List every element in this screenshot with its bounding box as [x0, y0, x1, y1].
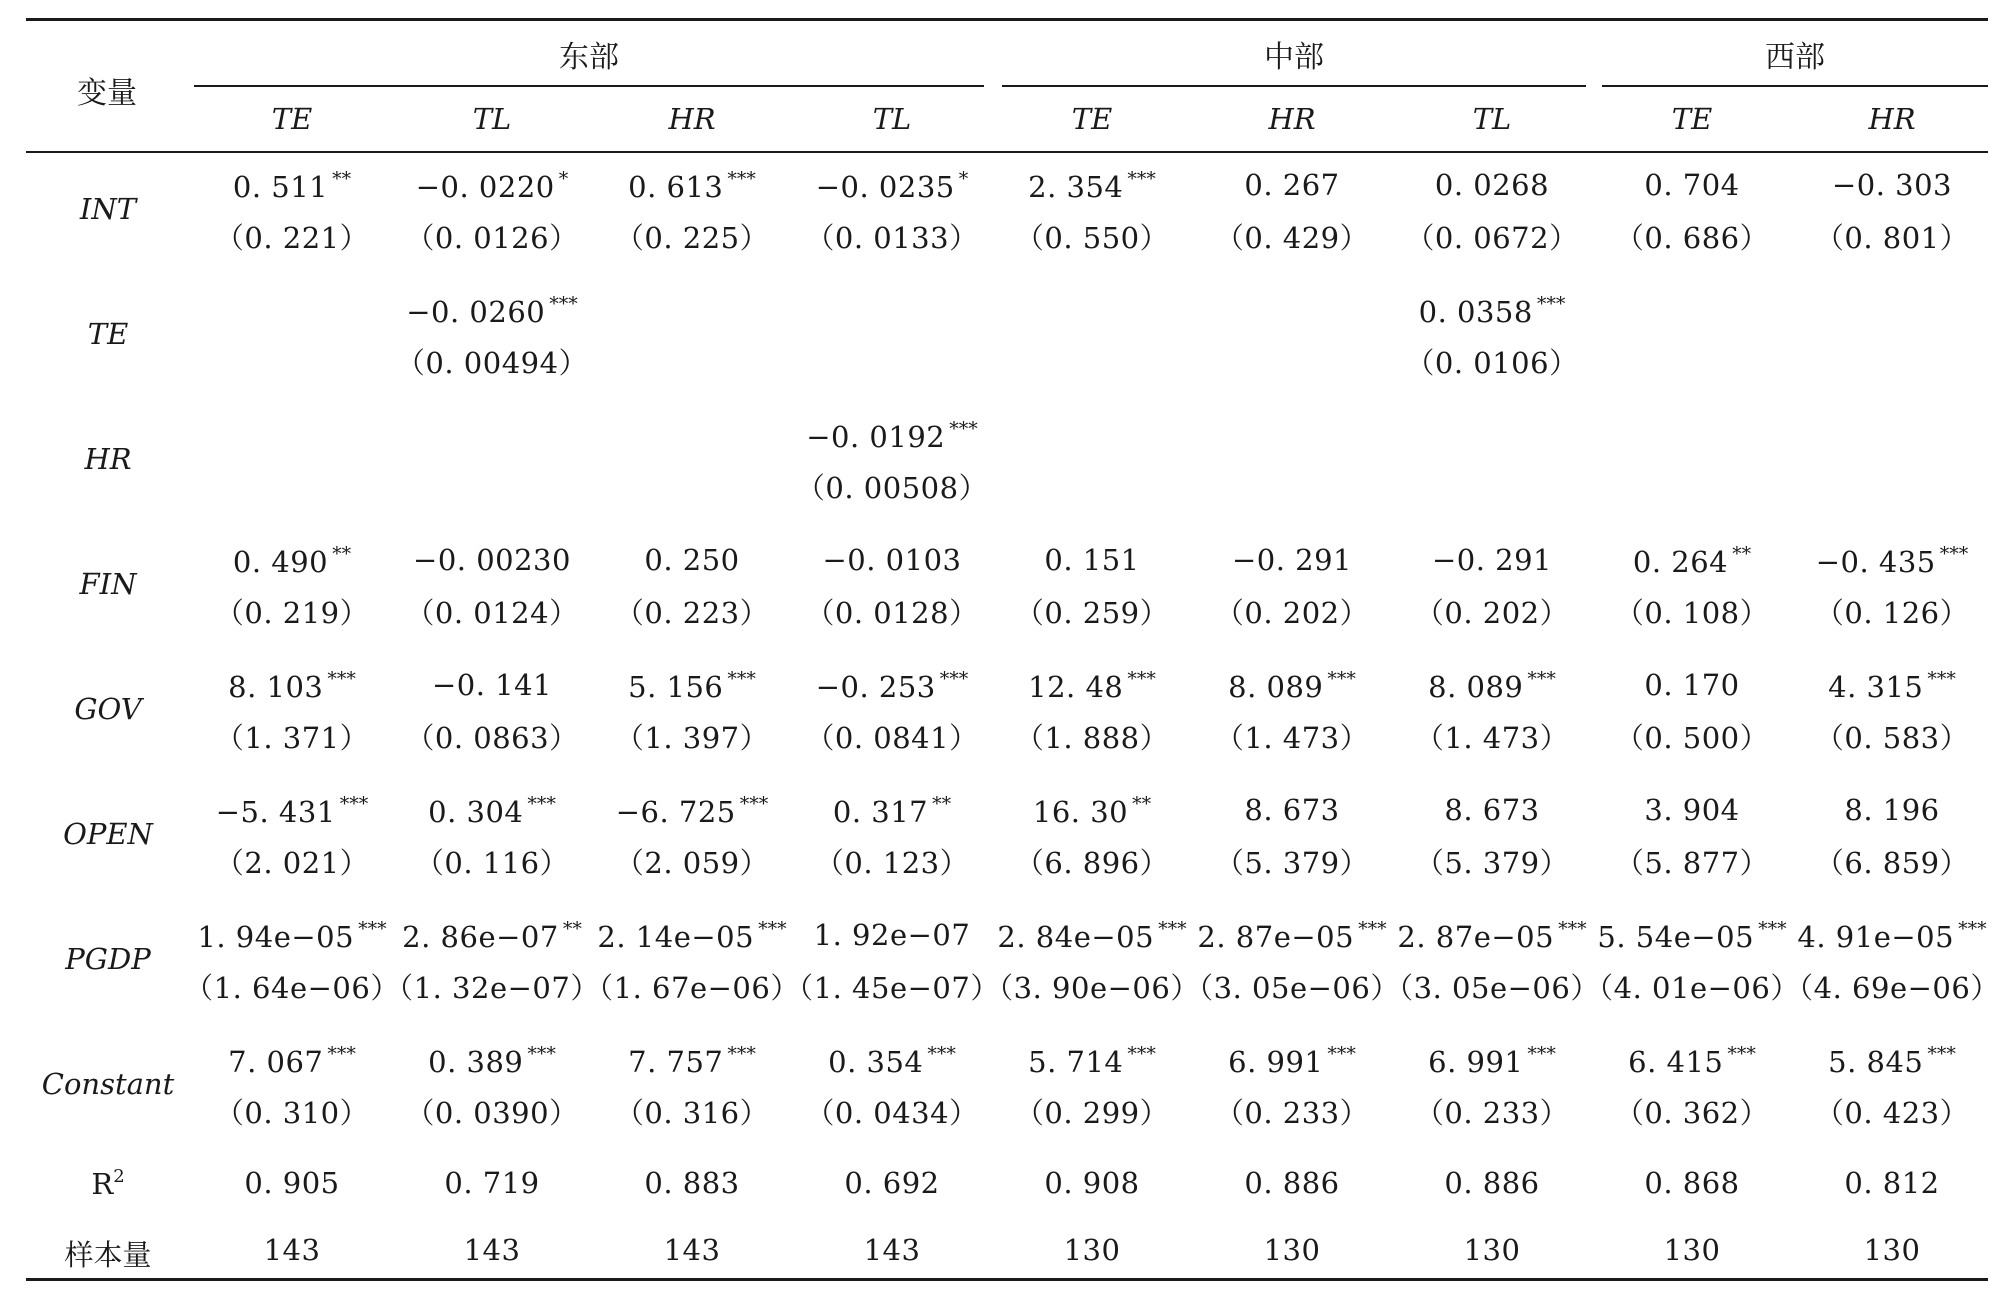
- coefficient: [1382, 293, 1602, 329]
- coefficient-value: 2. 14e−05: [597, 920, 755, 954]
- standard-error: （0. 202）: [1414, 596, 1570, 630]
- row-variable-name: HR: [84, 442, 132, 476]
- sample-size-value: 130: [1263, 1233, 1321, 1267]
- significance-stars: ***: [1939, 543, 1969, 565]
- coefficient: [582, 543, 802, 577]
- standard-error: （1. 473）: [1414, 721, 1570, 755]
- coefficient: [1382, 918, 1602, 954]
- significance-stars: **: [332, 168, 352, 190]
- coefficient: [182, 918, 402, 954]
- r-squared-value: 0. 868: [1644, 1166, 1740, 1200]
- column-header: TE: [1071, 102, 1113, 136]
- standard-error: （0. 0128）: [805, 596, 979, 630]
- standard-error: （0. 686）: [1614, 221, 1770, 255]
- standard-error: （0. 00508）: [795, 471, 989, 505]
- standard-error: （0. 0841）: [805, 721, 979, 755]
- standard-error: （0. 362）: [1614, 1096, 1770, 1130]
- standard-error: （1. 397）: [614, 721, 770, 755]
- standard-error: （1. 64e−06）: [184, 971, 400, 1005]
- coefficient: [182, 1043, 402, 1079]
- coefficient: [382, 1043, 602, 1079]
- standard-error: （0. 583）: [1814, 721, 1970, 755]
- coefficient-value: 7. 067: [228, 1045, 324, 1079]
- coefficient-value: 2. 87e−05: [1397, 920, 1555, 954]
- coefficient-value: 5. 156: [628, 670, 724, 704]
- coefficient-value: 5. 714: [1028, 1045, 1124, 1079]
- significance-stars: **: [932, 793, 952, 815]
- row-variable-name: GOV: [74, 692, 142, 726]
- r-squared-value: 0. 886: [1444, 1166, 1540, 1200]
- group-underline: [194, 85, 984, 87]
- coefficient: [1182, 168, 1402, 202]
- standard-error: （0. 299）: [1014, 1096, 1170, 1130]
- coefficient-value: −0. 291: [1231, 543, 1353, 577]
- significance-stars: ***: [727, 168, 756, 190]
- coefficient: [582, 793, 802, 829]
- coefficient-value: 8. 673: [1244, 793, 1340, 827]
- coefficient: [1782, 543, 2002, 579]
- standard-error: （0. 0672）: [1405, 221, 1579, 255]
- coefficient: [382, 293, 602, 329]
- coefficient: [1182, 668, 1402, 704]
- standard-error: （0. 0390）: [405, 1096, 579, 1130]
- coefficient-value: −0. 0260: [406, 295, 546, 329]
- coefficient-value: 5. 845: [1828, 1045, 1924, 1079]
- coefficient: [782, 668, 1002, 704]
- coefficient-value: 8. 089: [1428, 670, 1524, 704]
- significance-stars: ***: [1558, 918, 1587, 940]
- coefficient-value: 0. 704: [1644, 168, 1740, 202]
- sample-size-value: 143: [863, 1233, 921, 1267]
- coefficient: [1582, 668, 1802, 702]
- coefficient-value: 1. 94e−05: [197, 920, 355, 954]
- coefficient: [1782, 668, 2002, 704]
- coefficient-value: 0. 490: [232, 545, 329, 579]
- row-variable-name: FIN: [79, 567, 137, 601]
- coefficient: [1782, 918, 2002, 954]
- coefficient-value: 2. 84e−05: [997, 920, 1155, 954]
- coefficient: [1382, 793, 1602, 827]
- coefficient-value: 2. 87e−05: [1197, 920, 1355, 954]
- significance-stars: ***: [758, 918, 787, 940]
- group-underline: [1602, 85, 1988, 87]
- coefficient-value: 0. 304: [428, 795, 524, 829]
- significance-stars: ***: [549, 293, 578, 315]
- coefficient-value: −0. 303: [1831, 168, 1953, 202]
- coefficient-value: 0. 151: [1044, 543, 1140, 577]
- coefficient: [782, 1043, 1002, 1079]
- coefficient: [1382, 1043, 1602, 1079]
- coefficient: [782, 543, 1002, 577]
- sample-size-value: 143: [263, 1233, 321, 1267]
- standard-error: （0. 0106）: [1405, 346, 1579, 380]
- column-header: TE: [1671, 102, 1713, 136]
- coefficient: [982, 168, 1202, 204]
- standard-error: （0. 108）: [1614, 596, 1770, 630]
- coefficient: [1582, 793, 1802, 827]
- coefficient: [182, 168, 402, 204]
- standard-error: （0. 0863）: [405, 721, 579, 755]
- sample-size-value: 130: [1463, 1233, 1521, 1267]
- coefficient-value: 0. 317: [832, 795, 929, 829]
- standard-error: （0. 225）: [614, 221, 770, 255]
- coefficient-value: 8. 103: [228, 670, 324, 704]
- standard-error: （0. 259）: [1014, 596, 1170, 630]
- coefficient: [1782, 793, 2002, 827]
- significance-stars: ***: [1127, 1043, 1156, 1065]
- r-squared-value: 0. 692: [844, 1166, 940, 1200]
- sample-size-value: 143: [663, 1233, 721, 1267]
- coefficient-value: 0. 613: [628, 170, 724, 204]
- significance-stars: ***: [1927, 1043, 1956, 1065]
- coefficient: [782, 793, 1002, 829]
- coefficient: [1382, 543, 1602, 577]
- sample-size-value: 130: [1063, 1233, 1121, 1267]
- coefficient: [582, 1043, 802, 1079]
- standard-error: （3. 05e−06）: [1384, 971, 1600, 1005]
- standard-error: （0. 0133）: [805, 221, 979, 255]
- column-header: TE: [271, 102, 313, 136]
- coefficient: [182, 793, 402, 829]
- standard-error: （4. 01e−06）: [1584, 971, 1800, 1005]
- coefficient: [1582, 918, 1802, 954]
- standard-error: （0. 550）: [1014, 221, 1170, 255]
- significance-stars: ***: [327, 1043, 356, 1065]
- standard-error: （2. 021）: [214, 846, 370, 880]
- significance-stars: ***: [1358, 918, 1387, 940]
- group-underline: [1002, 85, 1586, 87]
- standard-error: （0. 310）: [214, 1096, 370, 1130]
- significance-stars: ***: [1536, 293, 1566, 315]
- standard-error: （0. 423）: [1814, 1096, 1970, 1130]
- coefficient-value: 0. 354: [828, 1045, 924, 1079]
- coefficient: [982, 668, 1202, 704]
- r-squared-value: 0. 719: [444, 1166, 540, 1200]
- coefficient-value: 0. 264: [1632, 545, 1729, 579]
- standard-error: （0. 801）: [1814, 221, 1970, 255]
- standard-error: （0. 00494）: [395, 346, 589, 380]
- coefficient: [982, 793, 1202, 829]
- coefficient: [1782, 168, 2002, 202]
- coefficient-value: −0. 0192: [806, 420, 946, 454]
- r-squared-text: R: [91, 1167, 114, 1201]
- coefficient-value: 8. 089: [1228, 670, 1324, 704]
- coefficient-value: 8. 673: [1444, 793, 1540, 827]
- coefficient: [382, 543, 602, 577]
- coefficient-value: 0. 511: [232, 170, 329, 204]
- significance-stars: ***: [358, 918, 387, 940]
- coefficient: [782, 918, 1002, 952]
- significance-stars: ***: [727, 1043, 756, 1065]
- column-header: TL: [472, 102, 512, 136]
- standard-error: （0. 202）: [1214, 596, 1370, 630]
- standard-error: （0. 233）: [1214, 1096, 1370, 1130]
- r-squared-value: 0. 905: [244, 1166, 340, 1200]
- significance-stars: ***: [1927, 668, 1956, 690]
- significance-stars: ***: [527, 793, 556, 815]
- column-header: HR: [1268, 102, 1316, 136]
- sample-size-value: 143: [463, 1233, 521, 1267]
- column-header: HR: [1868, 102, 1916, 136]
- standard-error: （1. 32e−07）: [384, 971, 600, 1005]
- r-squared-superscript: 2: [113, 1166, 125, 1187]
- significance-stars: ***: [1127, 668, 1156, 690]
- standard-error: （0. 126）: [1814, 596, 1970, 630]
- table-header-rule: [26, 151, 1988, 153]
- row-variable-name: OPEN: [63, 817, 153, 851]
- standard-error: （1. 67e−06）: [584, 971, 800, 1005]
- coefficient-value: 1. 92e−07: [813, 918, 971, 952]
- significance-stars: **: [562, 918, 582, 940]
- column-header: HR: [668, 102, 716, 136]
- coefficient: [1582, 1043, 1802, 1079]
- standard-error: （2. 059）: [614, 846, 770, 880]
- table-top-rule: [26, 18, 1988, 21]
- coefficient: [182, 668, 402, 704]
- coefficient: [1582, 543, 1802, 579]
- coefficient: [382, 918, 602, 954]
- significance-stars: ***: [939, 668, 969, 690]
- standard-error: （0. 0126）: [405, 221, 579, 255]
- coefficient-value: −6. 725: [615, 795, 736, 829]
- significance-stars: ***: [927, 1043, 956, 1065]
- significance-stars: ***: [739, 793, 769, 815]
- standard-error: （0. 123）: [814, 846, 970, 880]
- coefficient: [1182, 793, 1402, 827]
- standard-error: （6. 859）: [1814, 846, 1970, 880]
- coefficient: [1782, 1043, 2002, 1079]
- coefficient-value: 6. 415: [1628, 1045, 1724, 1079]
- standard-error: （6. 896）: [1014, 846, 1170, 880]
- coefficient-value: 0. 0358: [1418, 295, 1533, 329]
- r-squared-value: 0. 812: [1844, 1166, 1940, 1200]
- significance-stars: ***: [339, 793, 369, 815]
- standard-error: （1. 888）: [1014, 721, 1170, 755]
- standard-error: （0. 0124）: [405, 596, 579, 630]
- coefficient-value: −5. 431: [215, 795, 336, 829]
- coefficient: [1182, 1043, 1402, 1079]
- coefficient-value: 3. 904: [1644, 793, 1740, 827]
- group-header: 东部: [559, 40, 619, 75]
- coefficient: [1582, 168, 1802, 202]
- standard-error: （4. 69e−06）: [1784, 971, 2000, 1005]
- coefficient-value: −0. 253: [815, 670, 936, 704]
- column-header: TL: [872, 102, 912, 136]
- coefficient-value: 16. 30: [1032, 795, 1129, 829]
- standard-error: （5. 379）: [1414, 846, 1570, 880]
- coefficient-value: 6. 991: [1228, 1045, 1324, 1079]
- significance-stars: ***: [1327, 1043, 1356, 1065]
- standard-error: （3. 05e−06）: [1184, 971, 1400, 1005]
- significance-stars: *: [958, 168, 969, 190]
- significance-stars: ***: [727, 668, 756, 690]
- coefficient-value: 0. 170: [1644, 668, 1740, 702]
- coefficient-value: 0. 389: [428, 1045, 524, 1079]
- coefficient: [1182, 543, 1402, 577]
- standard-error: （0. 219）: [214, 596, 370, 630]
- coefficient-value: −0. 0103: [822, 543, 962, 577]
- standard-error: （3. 90e−06）: [984, 971, 1200, 1005]
- coefficient-value: 4. 91e−05: [1797, 920, 1955, 954]
- group-header: 西部: [1765, 40, 1825, 75]
- significance-stars: **: [1132, 793, 1152, 815]
- significance-stars: *: [558, 168, 569, 190]
- standard-error: （0. 221）: [214, 221, 370, 255]
- coefficient: [582, 918, 802, 954]
- coefficient: [382, 793, 602, 829]
- r-squared-label: [18, 1166, 198, 1201]
- coefficient: [1382, 668, 1602, 704]
- coefficient-value: 7. 757: [628, 1045, 724, 1079]
- standard-error: （0. 429）: [1214, 221, 1370, 255]
- standard-error: （0. 316）: [614, 1096, 770, 1130]
- coefficient-value: −0. 0220: [415, 170, 555, 204]
- standard-error: （0. 223）: [614, 596, 770, 630]
- significance-stars: ***: [1758, 918, 1787, 940]
- r-squared-value: 0. 908: [1044, 1166, 1140, 1200]
- significance-stars: ***: [1527, 668, 1556, 690]
- standard-error: （5. 379）: [1214, 846, 1370, 880]
- coefficient: [1382, 168, 1602, 202]
- sample-size-value: 130: [1863, 1233, 1921, 1267]
- standard-error: （1. 45e−07）: [784, 971, 1000, 1005]
- row-variable-name: Constant: [41, 1067, 175, 1101]
- significance-stars: ***: [1327, 668, 1356, 690]
- coefficient-value: 0. 250: [644, 543, 740, 577]
- coefficient: [782, 418, 1002, 454]
- standard-error: （0. 233）: [1414, 1096, 1570, 1130]
- coefficient-value: −0. 435: [1815, 545, 1936, 579]
- coefficient: [982, 1043, 1202, 1079]
- group-header: 中部: [1264, 40, 1324, 75]
- significance-stars: ***: [949, 418, 978, 440]
- row-variable-name: PGDP: [65, 942, 151, 976]
- standard-error: （0. 0434）: [805, 1096, 979, 1130]
- standard-error: （0. 116）: [414, 846, 570, 880]
- significance-stars: ***: [1527, 1043, 1556, 1065]
- row-variable-name: TE: [87, 317, 129, 351]
- sample-size-value: 130: [1663, 1233, 1721, 1267]
- standard-error: （5. 877）: [1614, 846, 1770, 880]
- variable-header: 变量: [77, 76, 137, 111]
- coefficient-value: 2. 86e−07: [402, 920, 559, 954]
- sample-size-label: 样本量: [64, 1238, 152, 1272]
- r-squared-value: 0. 886: [1244, 1166, 1340, 1200]
- significance-stars: **: [1732, 543, 1752, 565]
- significance-stars: ***: [1958, 918, 1987, 940]
- significance-stars: ***: [1158, 918, 1187, 940]
- coefficient-value: 2. 354: [1028, 170, 1124, 204]
- coefficient: [982, 543, 1202, 577]
- coefficient: [1182, 918, 1402, 954]
- standard-error: （0. 500）: [1614, 721, 1770, 755]
- coefficient: [182, 543, 402, 579]
- significance-stars: ***: [527, 1043, 556, 1065]
- coefficient-value: 6. 991: [1428, 1045, 1524, 1079]
- row-variable-name: INT: [79, 192, 137, 226]
- coefficient-value: −0. 0235: [815, 170, 955, 204]
- significance-stars: ***: [327, 668, 356, 690]
- coefficient-value: 12. 48: [1028, 670, 1124, 704]
- coefficient-value: 4. 315: [1828, 670, 1924, 704]
- r-squared-value: 0. 883: [644, 1166, 740, 1200]
- coefficient-value: 0. 0268: [1434, 168, 1550, 202]
- coefficient-value: −0. 00230: [413, 543, 571, 577]
- significance-stars: **: [332, 543, 352, 565]
- table-bottom-rule: [26, 1278, 1988, 1281]
- standard-error: （1. 371）: [214, 721, 370, 755]
- significance-stars: ***: [1127, 168, 1156, 190]
- standard-error: （1. 473）: [1214, 721, 1370, 755]
- coefficient: [582, 168, 802, 204]
- coefficient-value: −0. 291: [1431, 543, 1553, 577]
- coefficient-value: 0. 267: [1244, 168, 1340, 202]
- coefficient: [782, 168, 1002, 204]
- coefficient-value: −0. 141: [431, 668, 553, 702]
- coefficient: [382, 668, 602, 702]
- coefficient: [382, 168, 602, 204]
- coefficient: [582, 668, 802, 704]
- significance-stars: ***: [1727, 1043, 1756, 1065]
- coefficient-value: 5. 54e−05: [1597, 920, 1755, 954]
- coefficient: [982, 918, 1202, 954]
- column-header: TL: [1472, 102, 1512, 136]
- coefficient-value: 8. 196: [1844, 793, 1940, 827]
